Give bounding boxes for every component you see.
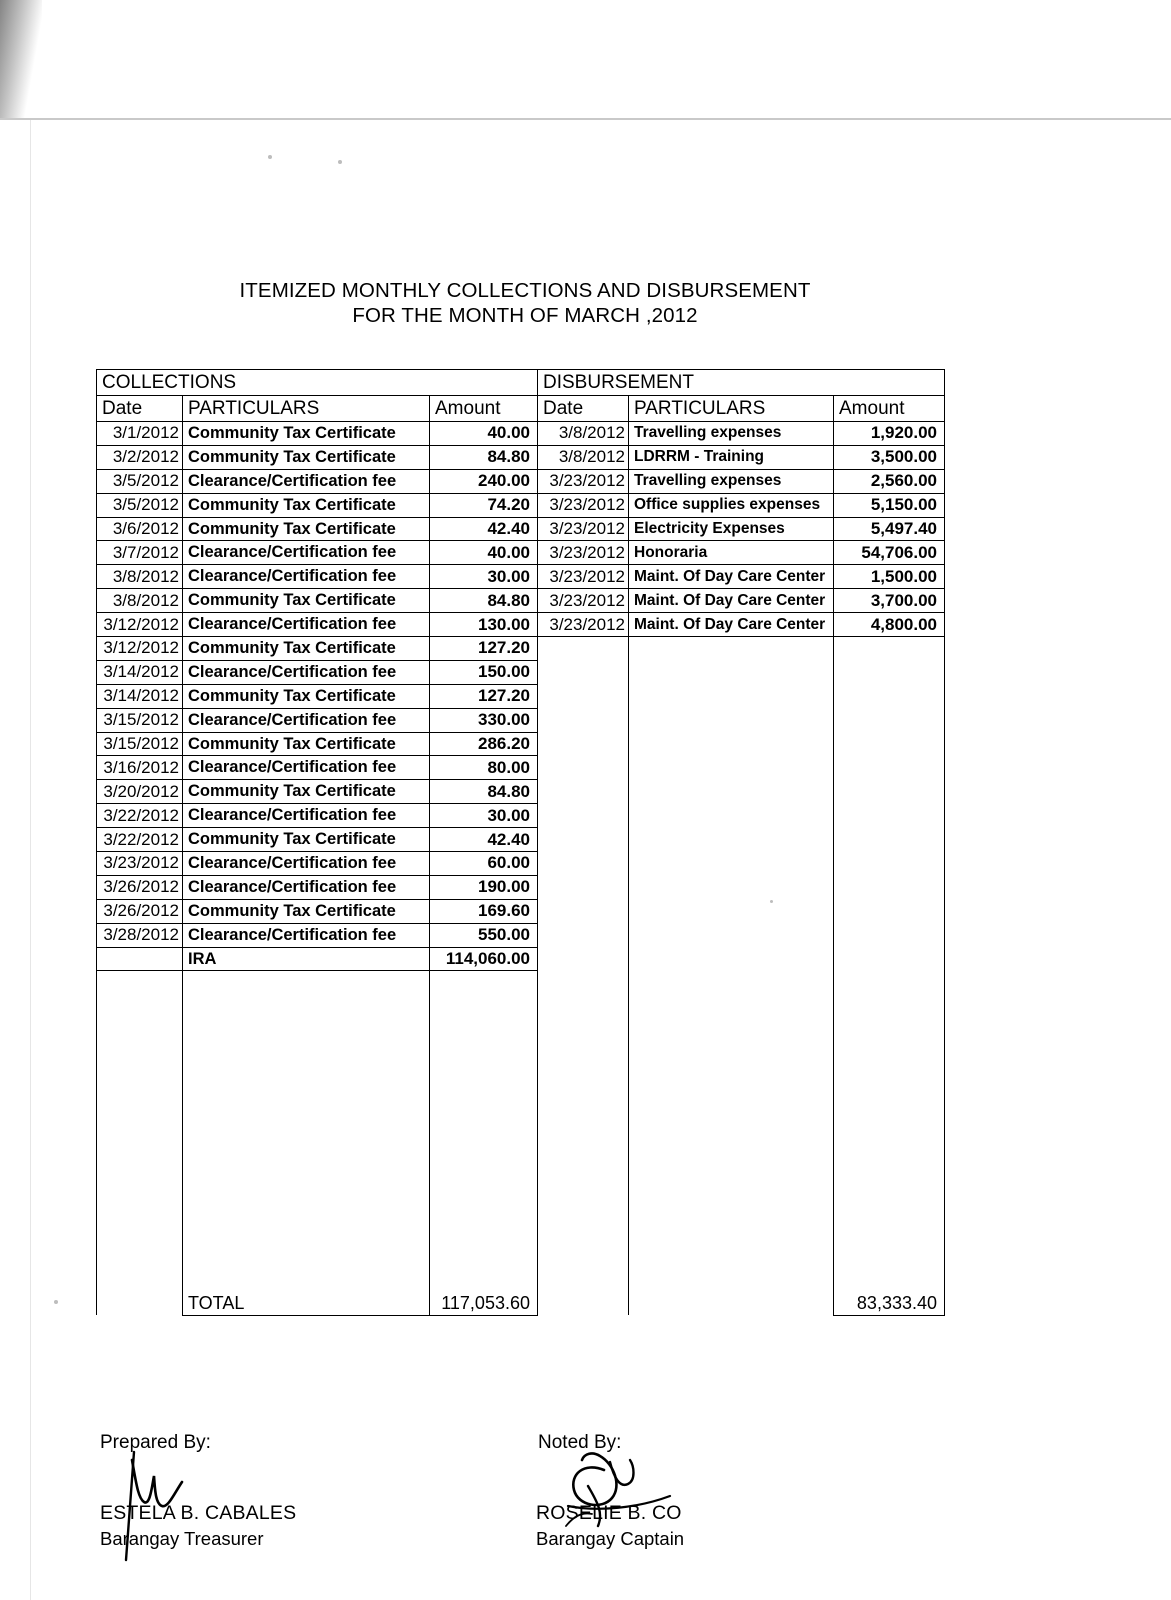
- disbursement-particulars: Maint. Of Day Care Center: [629, 565, 834, 589]
- column-header-particulars-2: PARTICULARS: [629, 396, 834, 422]
- scan-corner-artifact: [0, 0, 42, 120]
- disbursement-date-empty: [538, 637, 629, 661]
- title-line-2: FOR THE MONTH OF MARCH ,2012: [352, 304, 698, 327]
- collection-particulars-empty: [183, 1246, 430, 1269]
- total-particulars2-blank: [629, 1292, 834, 1316]
- disbursement-date-empty: [538, 1063, 629, 1086]
- table-row: [97, 780, 945, 804]
- collection-particulars: Clearance/Certification fee: [183, 756, 430, 780]
- disbursement-particulars-empty: [629, 660, 834, 684]
- table-row: [97, 1269, 945, 1292]
- collection-amount: 42.40: [430, 517, 538, 541]
- disbursement-particulars-empty: [629, 875, 834, 899]
- table-band-row: [97, 370, 945, 396]
- disbursement-date-empty: [538, 1246, 629, 1269]
- table-row: [97, 1040, 945, 1063]
- table-row: [97, 1223, 945, 1246]
- disbursement-particulars-empty: [629, 923, 834, 947]
- collection-particulars: Community Tax Certificate: [183, 589, 430, 613]
- band-collections: COLLECTIONS: [97, 370, 538, 396]
- collection-amount-empty: [430, 1132, 538, 1155]
- table-row: [97, 756, 945, 780]
- collection-date-empty: [97, 1178, 183, 1201]
- disbursement-date: 3/23/2012: [538, 613, 629, 637]
- collection-particulars: Community Tax Certificate: [183, 899, 430, 923]
- collection-particulars: Clearance/Certification fee: [183, 613, 430, 637]
- column-header-amount-2: Amount: [834, 396, 945, 422]
- collection-date-empty: [97, 1017, 183, 1040]
- table-row: [97, 517, 945, 541]
- disbursement-particulars-empty: [629, 780, 834, 804]
- disbursement-amount-empty: [834, 994, 945, 1017]
- collection-amount: 84.80: [430, 589, 538, 613]
- collection-particulars: Community Tax Certificate: [183, 422, 430, 446]
- collection-amount: 80.00: [430, 756, 538, 780]
- disbursement-particulars: Maint. Of Day Care Center: [629, 613, 834, 637]
- treasurer-name: ESTELA B. CABALES: [100, 1502, 297, 1524]
- collection-amount: 30.00: [430, 804, 538, 828]
- disbursement-particulars-empty: [629, 684, 834, 708]
- disbursement-date-empty: [538, 923, 629, 947]
- collection-date-empty: [97, 1223, 183, 1246]
- disbursement-amount-empty: [834, 684, 945, 708]
- collection-amount-empty: [430, 1246, 538, 1269]
- collection-date-empty: [97, 1063, 183, 1086]
- collection-particulars-empty: [183, 1109, 430, 1132]
- disbursement-particulars-empty: [629, 1178, 834, 1201]
- table-row: [97, 1017, 945, 1040]
- collection-date: 3/22/2012: [97, 804, 183, 828]
- disbursement-amount-empty: [834, 971, 945, 994]
- disbursement-amount-empty: [834, 660, 945, 684]
- disbursement-date: 3/23/2012: [538, 589, 629, 613]
- table-row: [97, 565, 945, 589]
- collection-date: 3/26/2012: [97, 899, 183, 923]
- collections-disbursement-table: [96, 369, 945, 1316]
- collection-amount: 169.60: [430, 899, 538, 923]
- disbursement-date-empty: [538, 1200, 629, 1223]
- collection-date: 3/15/2012: [97, 708, 183, 732]
- table-row: [97, 541, 945, 565]
- disbursement-date-empty: [538, 780, 629, 804]
- collection-date: 3/8/2012: [97, 565, 183, 589]
- collection-date: 3/23/2012: [97, 852, 183, 876]
- disbursement-date-empty: [538, 1155, 629, 1178]
- table-row: [97, 1178, 945, 1201]
- collection-amount: 550.00: [430, 923, 538, 947]
- collection-amount-empty: [430, 1017, 538, 1040]
- table-row: [97, 1246, 945, 1269]
- disbursement-date-empty: [538, 756, 629, 780]
- disbursement-particulars-empty: [629, 994, 834, 1017]
- disbursement-date-empty: [538, 947, 629, 971]
- collection-amount-empty: [430, 1063, 538, 1086]
- captain-name: ROSELIE B. CO: [536, 1502, 682, 1524]
- collection-amount: 127.20: [430, 637, 538, 661]
- table-row: [97, 1200, 945, 1223]
- collection-particulars-empty: [183, 1086, 430, 1109]
- disbursement-date-empty: [538, 1223, 629, 1246]
- column-header-date: Date: [97, 396, 183, 422]
- disbursement-amount-empty: [834, 1132, 945, 1155]
- disbursement-date: 3/8/2012: [538, 445, 629, 469]
- disbursement-date-empty: [538, 1017, 629, 1040]
- collection-particulars-empty: [183, 1040, 430, 1063]
- collection-particulars: Community Tax Certificate: [183, 637, 430, 661]
- disbursement-particulars: Electricity Expenses: [629, 517, 834, 541]
- disbursement-amount-empty: [834, 1246, 945, 1269]
- collection-date-empty: [97, 1040, 183, 1063]
- disbursement-amount-empty: [834, 804, 945, 828]
- disbursement-date-empty: [538, 804, 629, 828]
- disbursement-amount-empty: [834, 852, 945, 876]
- disbursement-particulars-empty: [629, 1017, 834, 1040]
- collection-particulars: Community Tax Certificate: [183, 517, 430, 541]
- table-row: [97, 637, 945, 661]
- disbursement-amount: 2,560.00: [834, 469, 945, 493]
- disbursement-amount-empty: [834, 1178, 945, 1201]
- scan-speck: [268, 155, 272, 159]
- collection-date: 3/5/2012: [97, 493, 183, 517]
- captain-role: Barangay Captain: [536, 1528, 685, 1549]
- collection-particulars: Clearance/Certification fee: [183, 469, 430, 493]
- disbursement-amount-empty: [834, 756, 945, 780]
- disbursement-particulars-empty: [629, 1246, 834, 1269]
- table-row: [97, 613, 945, 637]
- total-disbursements-amount: 83,333.40: [834, 1292, 945, 1316]
- collection-particulars-empty: [183, 1155, 430, 1178]
- disbursement-date-empty: [538, 1178, 629, 1201]
- disbursement-amount-empty: [834, 1109, 945, 1132]
- table-row: [97, 875, 945, 899]
- collection-particulars-empty: [183, 1223, 430, 1246]
- collection-particulars-empty: [183, 1132, 430, 1155]
- column-header-particulars: PARTICULARS: [183, 396, 430, 422]
- collection-amount-empty: [430, 1109, 538, 1132]
- disbursement-amount: 5,150.00: [834, 493, 945, 517]
- collection-particulars-empty: [183, 1017, 430, 1040]
- collection-particulars: Community Tax Certificate: [183, 445, 430, 469]
- disbursement-particulars-empty: [629, 852, 834, 876]
- table-header-row: [97, 396, 945, 422]
- table-row: [97, 971, 945, 994]
- collection-date: 3/16/2012: [97, 756, 183, 780]
- disbursement-amount-empty: [834, 1063, 945, 1086]
- collection-amount-empty: [430, 1200, 538, 1223]
- disbursement-particulars-empty: [629, 708, 834, 732]
- collection-amount: 330.00: [430, 708, 538, 732]
- collection-amount-empty: [430, 971, 538, 994]
- collection-particulars-empty: [183, 994, 430, 1017]
- disbursement-date-empty: [538, 971, 629, 994]
- collection-date: 3/20/2012: [97, 780, 183, 804]
- collection-particulars: Clearance/Certification fee: [183, 660, 430, 684]
- table-total-row: [97, 1292, 945, 1316]
- collection-amount: 150.00: [430, 660, 538, 684]
- table-row: [97, 445, 945, 469]
- disbursement-date: 3/23/2012: [538, 493, 629, 517]
- disbursement-amount: 5,497.40: [834, 517, 945, 541]
- disbursement-date-empty: [538, 1086, 629, 1109]
- collection-particulars: Community Tax Certificate: [183, 732, 430, 756]
- disbursement-amount-empty: [834, 947, 945, 971]
- disbursement-date-empty: [538, 1269, 629, 1292]
- disbursement-date: 3/8/2012: [538, 422, 629, 446]
- collection-date: 3/14/2012: [97, 660, 183, 684]
- collection-date: 3/1/2012: [97, 422, 183, 446]
- title-line-1: ITEMIZED MONTHLY COLLECTIONS AND DISBURSEMENT: [239, 279, 811, 302]
- collection-date-empty: [97, 994, 183, 1017]
- disbursement-amount-empty: [834, 732, 945, 756]
- disbursement-amount-empty: [834, 899, 945, 923]
- collection-date: 3/26/2012: [97, 875, 183, 899]
- disbursement-amount-empty: [834, 708, 945, 732]
- disbursement-amount: 1,500.00: [834, 565, 945, 589]
- disbursement-particulars-empty: [629, 1063, 834, 1086]
- collection-date: 3/8/2012: [97, 589, 183, 613]
- collection-date-empty: [97, 1200, 183, 1223]
- collection-amount: 130.00: [430, 613, 538, 637]
- disbursement-date-empty: [538, 1040, 629, 1063]
- disbursement-date: 3/23/2012: [538, 469, 629, 493]
- disbursement-particulars: LDRRM - Training: [629, 445, 834, 469]
- scan-edge-line: [0, 118, 1171, 120]
- collection-date: 3/28/2012: [97, 923, 183, 947]
- collection-amount-empty: [430, 1269, 538, 1292]
- disbursement-particulars-empty: [629, 1040, 834, 1063]
- disbursement-particulars-empty: [629, 1155, 834, 1178]
- disbursement-amount-empty: [834, 1269, 945, 1292]
- collection-date: 3/14/2012: [97, 684, 183, 708]
- collection-amount: 40.00: [430, 541, 538, 565]
- disbursement-particulars-empty: [629, 828, 834, 852]
- disbursement-amount: 54,706.00: [834, 541, 945, 565]
- noted-by-label: Noted By:: [538, 1432, 622, 1453]
- total-label: TOTAL: [183, 1292, 430, 1316]
- treasurer-role: Barangay Treasurer: [100, 1528, 264, 1549]
- collection-amount-empty: [430, 1040, 538, 1063]
- disbursement-particulars: Travelling expenses: [629, 422, 834, 446]
- total-date2-blank: [538, 1292, 629, 1316]
- table-row: [97, 899, 945, 923]
- collection-amount-empty: [430, 1155, 538, 1178]
- column-header-amount: Amount: [430, 396, 538, 422]
- collection-date-empty: [97, 1132, 183, 1155]
- band-disbursement: DISBURSEMENT: [538, 370, 945, 396]
- collection-date: 3/2/2012: [97, 445, 183, 469]
- page-title: [0, 278, 1050, 328]
- collection-amount-empty: [430, 1223, 538, 1246]
- collection-date-empty: [97, 971, 183, 994]
- collection-date: 3/15/2012: [97, 732, 183, 756]
- collection-particulars: Clearance/Certification fee: [183, 804, 430, 828]
- disbursement-date-empty: [538, 684, 629, 708]
- disbursement-amount: 3,700.00: [834, 589, 945, 613]
- disbursement-particulars-empty: [629, 947, 834, 971]
- table-row: [97, 708, 945, 732]
- table-row: [97, 1155, 945, 1178]
- disbursement-particulars-empty: [629, 1086, 834, 1109]
- collection-date-empty: [97, 1269, 183, 1292]
- collection-amount: 30.00: [430, 565, 538, 589]
- collection-amount: 40.00: [430, 422, 538, 446]
- table-row: [97, 1063, 945, 1086]
- disbursement-amount-empty: [834, 780, 945, 804]
- collection-amount: 127.20: [430, 684, 538, 708]
- disbursement-amount: 1,920.00: [834, 422, 945, 446]
- collection-date-empty: [97, 1246, 183, 1269]
- disbursement-particulars-empty: [629, 804, 834, 828]
- table-row: [97, 660, 945, 684]
- disbursement-particulars-empty: [629, 971, 834, 994]
- collection-amount-empty: [430, 1178, 538, 1201]
- collection-date: 3/7/2012: [97, 541, 183, 565]
- disbursement-particulars: Maint. Of Day Care Center: [629, 589, 834, 613]
- collection-amount: 84.80: [430, 445, 538, 469]
- collection-date: 3/12/2012: [97, 613, 183, 637]
- table-row: [97, 923, 945, 947]
- collection-date-empty: [97, 1155, 183, 1178]
- disbursement-particulars: Travelling expenses: [629, 469, 834, 493]
- column-header-date-2: Date: [538, 396, 629, 422]
- disbursement-date-empty: [538, 708, 629, 732]
- collection-date: [97, 947, 183, 971]
- collection-particulars: Clearance/Certification fee: [183, 708, 430, 732]
- collection-particulars: Clearance/Certification fee: [183, 923, 430, 947]
- collection-date-empty: [97, 1109, 183, 1132]
- total-date-blank: [97, 1292, 183, 1316]
- disbursement-amount-empty: [834, 1223, 945, 1246]
- disbursement-date: 3/23/2012: [538, 565, 629, 589]
- collection-particulars: Clearance/Certification fee: [183, 852, 430, 876]
- table-row: [97, 469, 945, 493]
- collection-particulars-empty: [183, 1200, 430, 1223]
- collection-particulars: IRA: [183, 947, 430, 971]
- collection-amount: 42.40: [430, 828, 538, 852]
- disbursement-particulars-empty: [629, 756, 834, 780]
- disbursement-date-empty: [538, 1132, 629, 1155]
- table-row: [97, 828, 945, 852]
- table-row: [97, 1132, 945, 1155]
- scan-left-edge: [30, 120, 31, 1600]
- disbursement-date-empty: [538, 660, 629, 684]
- disbursement-particulars-empty: [629, 899, 834, 923]
- collection-amount: 240.00: [430, 469, 538, 493]
- disbursement-date-empty: [538, 852, 629, 876]
- collection-particulars: Community Tax Certificate: [183, 780, 430, 804]
- disbursement-date: 3/23/2012: [538, 517, 629, 541]
- disbursement-particulars-empty: [629, 1200, 834, 1223]
- collection-particulars: Clearance/Certification fee: [183, 565, 430, 589]
- prepared-by-label: Prepared By:: [100, 1432, 211, 1453]
- total-collections-amount: 117,053.60: [430, 1292, 538, 1316]
- table-row: [97, 852, 945, 876]
- collection-amount-empty: [430, 1086, 538, 1109]
- table-row: [97, 732, 945, 756]
- collection-amount: 114,060.00: [430, 947, 538, 971]
- collection-date: 3/12/2012: [97, 637, 183, 661]
- disbursement-amount: 3,500.00: [834, 445, 945, 469]
- table-row: [97, 804, 945, 828]
- collection-particulars: Community Tax Certificate: [183, 684, 430, 708]
- scan-speck: [54, 1300, 58, 1304]
- collection-particulars-empty: [183, 1269, 430, 1292]
- disbursement-particulars-empty: [629, 1109, 834, 1132]
- collection-particulars: Clearance/Certification fee: [183, 541, 430, 565]
- disbursement-amount-empty: [834, 828, 945, 852]
- disbursement-particulars-empty: [629, 1132, 834, 1155]
- disbursement-particulars-empty: [629, 1269, 834, 1292]
- disbursement-amount-empty: [834, 637, 945, 661]
- scan-speck: [338, 160, 342, 164]
- disbursement-particulars-empty: [629, 732, 834, 756]
- collection-particulars: Community Tax Certificate: [183, 493, 430, 517]
- disbursement-particulars: Office supplies expenses: [629, 493, 834, 517]
- collection-particulars: Community Tax Certificate: [183, 828, 430, 852]
- disbursement-particulars: Honoraria: [629, 541, 834, 565]
- table-row: [97, 589, 945, 613]
- disbursement-date-empty: [538, 899, 629, 923]
- table-row: [97, 1086, 945, 1109]
- disbursement-amount-empty: [834, 875, 945, 899]
- disbursement-amount-empty: [834, 1200, 945, 1223]
- collection-date: 3/5/2012: [97, 469, 183, 493]
- collection-amount: 286.20: [430, 732, 538, 756]
- disbursement-amount: 4,800.00: [834, 613, 945, 637]
- collection-amount: 74.20: [430, 493, 538, 517]
- disbursement-date-empty: [538, 994, 629, 1017]
- disbursement-date-empty: [538, 828, 629, 852]
- table-row: [97, 1109, 945, 1132]
- collection-date-empty: [97, 1086, 183, 1109]
- disbursement-date-empty: [538, 732, 629, 756]
- disbursement-amount-empty: [834, 1155, 945, 1178]
- collection-date: 3/6/2012: [97, 517, 183, 541]
- disbursement-particulars-empty: [629, 1223, 834, 1246]
- collection-particulars-empty: [183, 1063, 430, 1086]
- collection-amount-empty: [430, 994, 538, 1017]
- collection-amount: 60.00: [430, 852, 538, 876]
- table-row: [97, 493, 945, 517]
- collection-particulars-empty: [183, 971, 430, 994]
- disbursement-date-empty: [538, 875, 629, 899]
- table-row: [97, 947, 945, 971]
- disbursement-amount-empty: [834, 1040, 945, 1063]
- table-row: [97, 994, 945, 1017]
- collection-particulars-empty: [183, 1178, 430, 1201]
- disbursement-date: 3/23/2012: [538, 541, 629, 565]
- disbursement-amount-empty: [834, 923, 945, 947]
- disbursement-particulars-empty: [629, 637, 834, 661]
- table-row: [97, 684, 945, 708]
- disbursement-date-empty: [538, 1109, 629, 1132]
- disbursement-amount-empty: [834, 1086, 945, 1109]
- collection-amount: 84.80: [430, 780, 538, 804]
- disbursement-amount-empty: [834, 1017, 945, 1040]
- collection-amount: 190.00: [430, 875, 538, 899]
- collection-particulars: Clearance/Certification fee: [183, 875, 430, 899]
- table-row: [97, 422, 945, 446]
- collection-date: 3/22/2012: [97, 828, 183, 852]
